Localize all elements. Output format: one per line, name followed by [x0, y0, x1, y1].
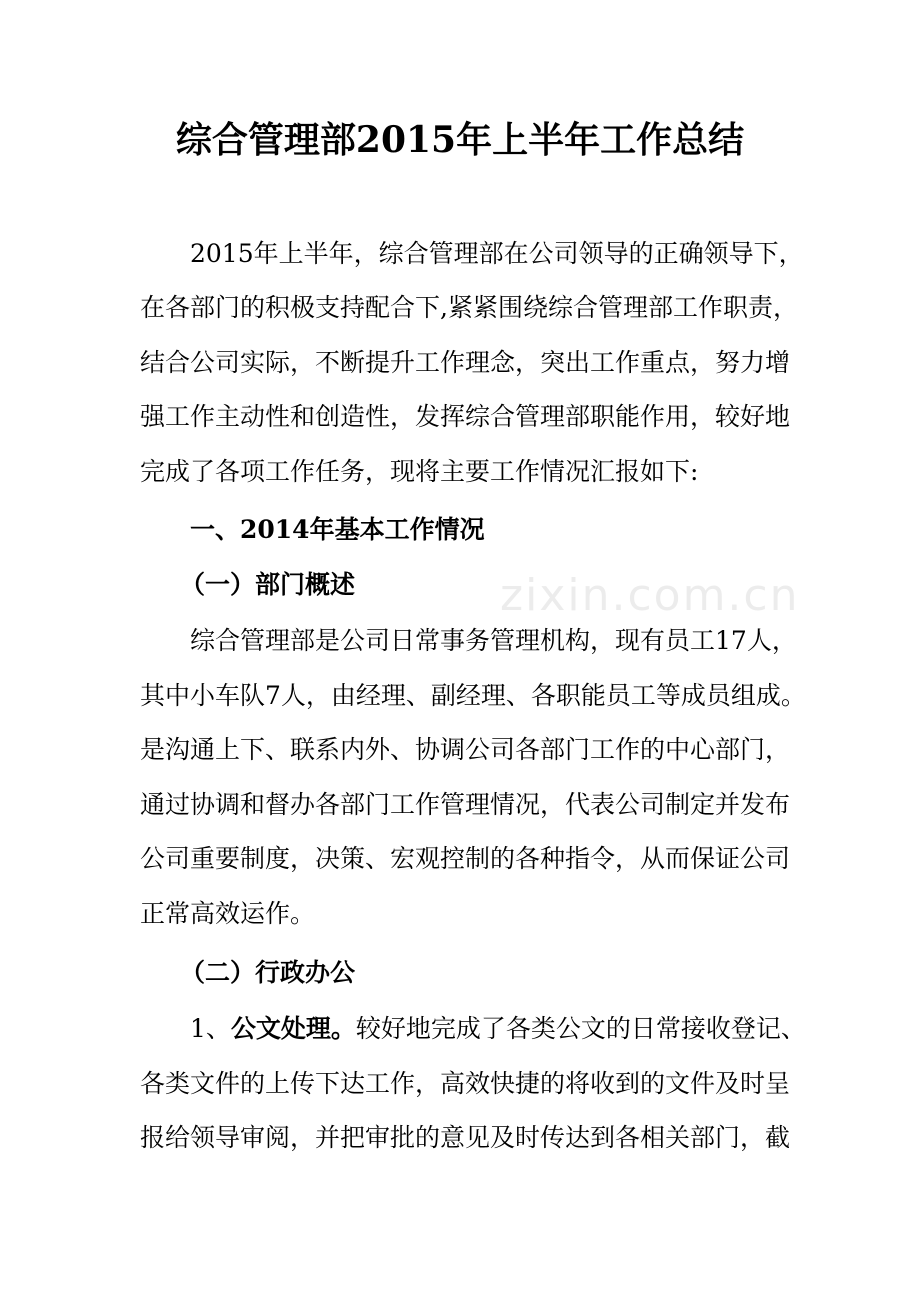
document-title: 综合管理部2015年上半年工作总结 — [175, 119, 745, 161]
item-1-line-2: 各类文件的上传下达工作，高效快捷的将收到的文件及时呈 — [140, 1069, 791, 1098]
overview-line-6: 正常高效运作。 — [140, 899, 316, 928]
intro-line-5: 完成了各项工作任务，现将主要工作情况汇报如下: — [140, 457, 699, 486]
item-1-first-line — [190, 1011, 806, 1047]
item-1-text: 较好地完成了各类公文的日常接收登记、 — [355, 1014, 806, 1043]
intro-line-1: 2015年上半年，综合管理部在公司领导的正确领导下， — [190, 239, 804, 268]
intro-line-3: 结合公司实际，不断提升工作理念，突出工作重点，努力增 — [140, 348, 791, 377]
intro-line-4: 强工作主动性和创造性，发挥综合管理部职能作用，较好地 — [140, 402, 791, 431]
overview-line-1: 综合管理部是公司日常事务管理机构，现有员工17人， — [190, 626, 797, 655]
section-heading-1: 一、2014年基本工作情况 — [190, 515, 485, 544]
watermark: zixin.com.cn — [500, 570, 800, 621]
item-1-number: 1、 — [190, 1014, 231, 1043]
subsection-heading-1: （一）部门概述 — [180, 570, 356, 599]
overview-line-5: 公司重要制度，决策、宏观控制的各种指令，从而保证公司 — [140, 844, 791, 873]
intro-line-2: 在各部门的积极支持配合下,紧紧围绕综合管理部工作职责， — [140, 293, 798, 322]
overview-line-3: 是沟通上下、联系内外、协调公司各部门工作的中心部门， — [140, 735, 791, 764]
subsection-heading-2: （二）行政办公 — [180, 958, 356, 987]
overview-line-4: 通过协调和督办各部门工作管理情况，代表公司制定并发布 — [140, 790, 791, 819]
overview-line-2: 其中小车队7人，由经理、副经理、各职能员工等成员组成。 — [140, 681, 806, 710]
item-1-line-3: 报给领导审阅，并把审批的意见及时传达到各相关部门，截 — [140, 1123, 791, 1152]
item-1-label: 公文处理。 — [230, 1014, 356, 1043]
